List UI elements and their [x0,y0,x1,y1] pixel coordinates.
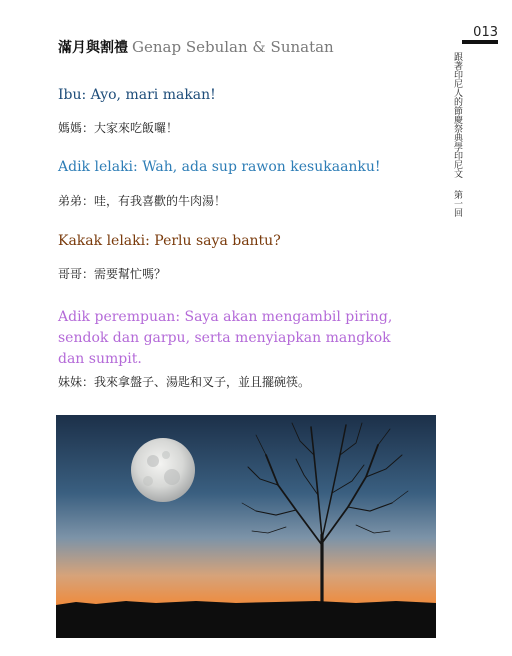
moon-icon [131,438,195,502]
ground-silhouette [56,601,436,638]
corner-bar [462,40,498,44]
dialogue-adik-perempuan-id: Adik perempuan: Saya akan mengambil piring, sendok dan garpu, serta menyiapkan mangkok dan sumpit. [58,309,393,367]
full-moon-tree-photo [56,415,436,638]
dialogue-adik-lelaki-id: Adik lelaki: Wah, ada sup rawon kesukaanku! [58,159,381,175]
header-title-zh: 滿月與割禮 [58,40,128,56]
dialogue-kakak-lelaki-id: Kakak lelaki: Perlu saya bantu? [58,233,281,249]
dialogue-kakak-lelaki-zh: 哥哥：需要幫忙嗎？ [58,267,167,281]
page-number: 013 [473,25,498,40]
dialogue-ibu-zh: 媽媽：大家來吃飯囉！ [58,121,179,135]
side-label [444,52,464,217]
side-label-part: 第一回 [452,190,462,217]
dialogue-ibu-id: Ibu: Ayo, mari makan! [58,87,216,103]
header-title-id: Genap Sebulan & Sunatan [132,38,334,56]
dialogue-adik-perempuan-zh: 妹妹：我來拿盤子、湯匙和叉子，並且擺碗筷。 [58,375,311,389]
side-label-title: 跟著印尼人的節慶祭典學印尼文 [452,52,462,178]
dialogue-adik-lelaki-zh: 弟弟：哇，有我喜歡的牛肉湯！ [58,194,227,208]
page-header [58,37,358,57]
